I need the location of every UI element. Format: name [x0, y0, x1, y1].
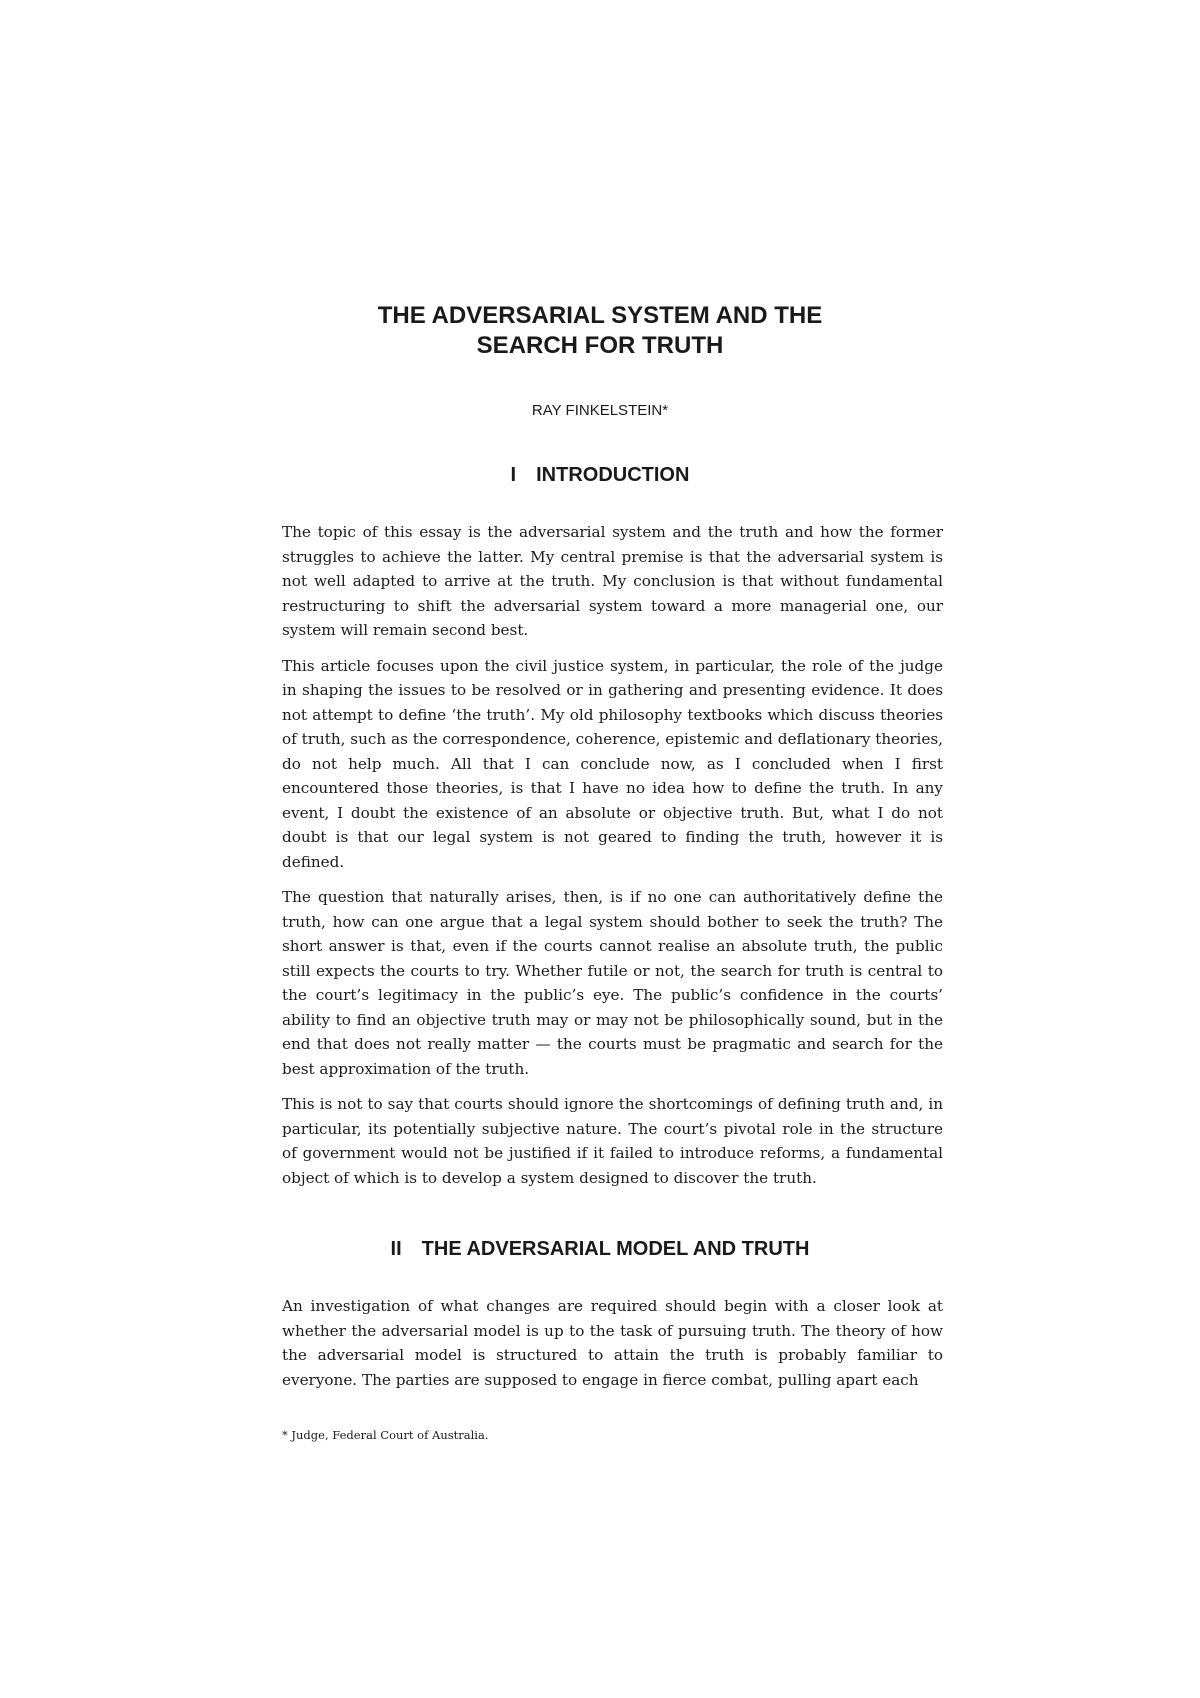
article-title	[240, 301, 960, 361]
section-body-introduction	[282, 520, 943, 1201]
author-name: RAY FINKELSTEIN*	[531, 402, 669, 419]
section-title: THE ADVERSARIAL MODEL AND TRUTH	[421, 1238, 810, 1260]
section-heading-adversarial-model	[240, 1236, 960, 1262]
section-body-adversarial-model	[282, 1294, 943, 1403]
section-heading-introduction	[240, 462, 960, 488]
article-title-line-1: THE ADVERSARIAL SYSTEM AND THE	[377, 302, 823, 329]
paragraph: This article focuses upon the civil justice system, in particular, the role of the judge in shaping the issues to be resolved or in gathering and presenting evidence. It does not attempt to define ‘the truth’. My old philosophy textbooks which discuss theories of truth, such as the correspondence, coherence, epistemic and deflationary theories, do not help much. All that I can conclude now, as I concluded when I first encountered those theories, is that I have no idea how to define the truth. In any event, I doubt the existence of an absolute or objective truth. But, what I do not doubt is that our legal system is not geared to finding the truth, however it is defined.	[282, 656, 943, 871]
footnote: * Judge, Federal Court of Australia.	[282, 1428, 489, 1442]
paragraph: This is not to say that courts should ignore the shortcomings of defining truth and, in particular, its potentially subjective nature. The court’s pivotal role in the structure of government would not be justified if it failed to introduce reforms, a fundamental object of which is to develop a system designed to discover the truth.	[282, 1095, 943, 1187]
section-number: I	[510, 464, 517, 486]
section-number: II	[390, 1238, 402, 1260]
paragraph: The question that naturally arises, then, is if no one can authoritatively define the truth, how can one argue that a legal system should bother to seek the truth? The short answer is that, even if the courts cannot realise an absolute truth, the public still expects the courts to try. Whether futile or not, the search for truth is central to the court’s legitimacy in the public’s eye. The public’s confidence in the courts’ ability to find an objective truth may or may not be philosophically sound, but in the end that does not really matter — the courts must be pragmatic and search for the best approximation of the truth.	[282, 888, 943, 1078]
paragraph: An investigation of what changes are required should begin with a closer look at whether the adversarial model is up to the task of pursuing truth. The theory of how the adversarial model is structured to attain the truth is probably familiar to everyone. The parties are supposed to engage in fierce combat, pulling apart each	[282, 1297, 943, 1389]
paragraph: The topic of this essay is the adversarial system and the truth and how the former struggles to achieve the latter. My central premise is that the adversarial system is not well adapted to arrive at the truth. My conclusion is that without fundamental restructuring to shift the adversarial system toward a more managerial one, our system will remain second best.	[282, 523, 943, 639]
article-title-line-2: SEARCH FOR TRUTH	[476, 332, 724, 359]
section-title: INTRODUCTION	[536, 464, 690, 486]
